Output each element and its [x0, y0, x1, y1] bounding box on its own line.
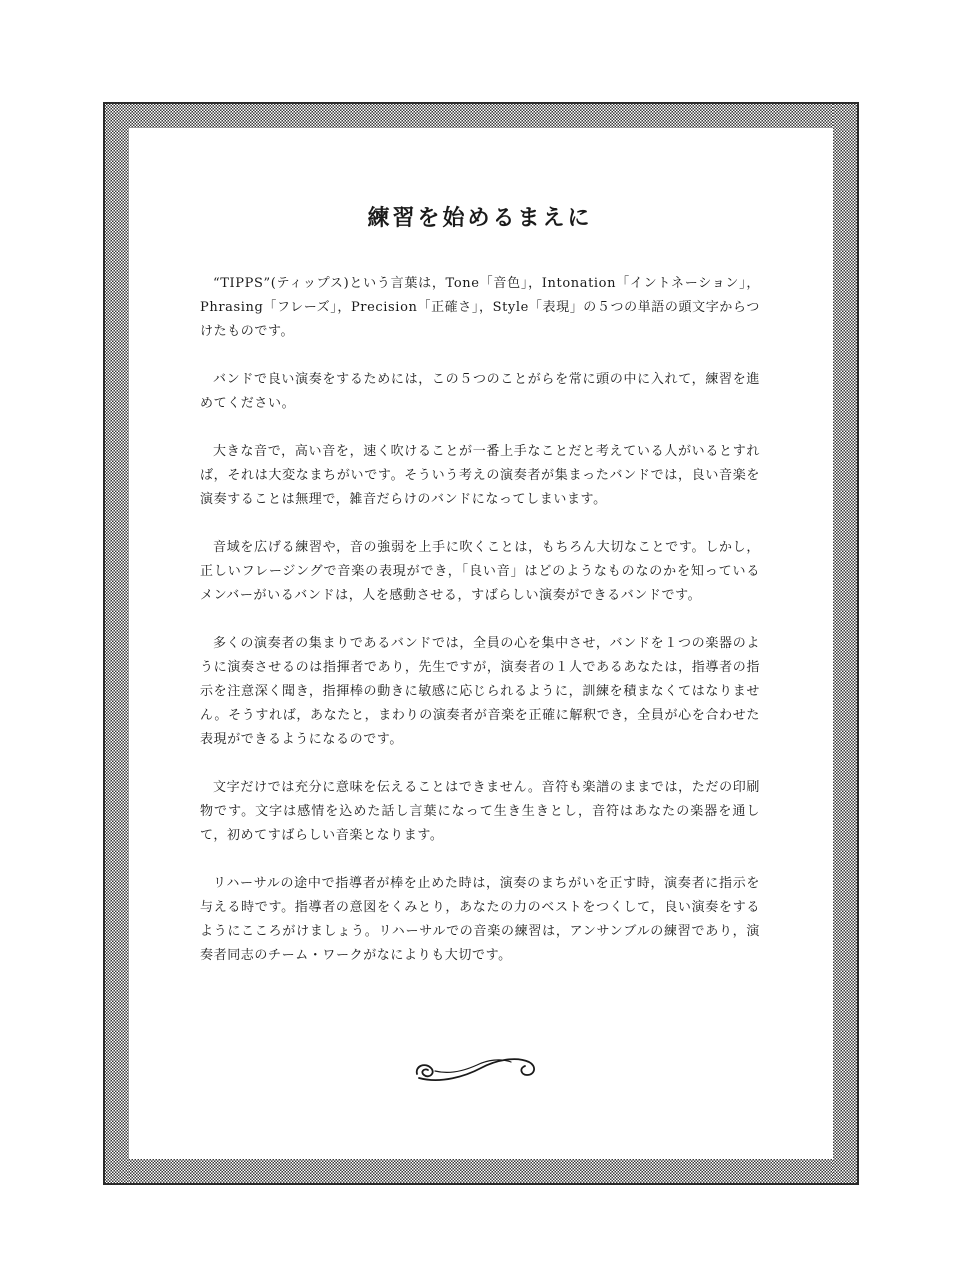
- border-line-bottom: [103, 1183, 859, 1185]
- paragraph-loud-high-fast: 大きな音で，高い音を，速く吹けることが一番上手なことだと考えている人がいるとすれば，それは大変なまちがいです。そういう考えの演奏者が集まったバンドでは，良い音楽を演奏することは無理で，雑音だらけのバンドになってしまいます。: [200, 444, 760, 507]
- page-title: 練習を始めるまえに: [367, 205, 593, 231]
- paragraph-conductor: 多くの演奏者の集まりであるバンドでは，全員の心を集中させ，バンドを１つの楽器のように演奏させるのは指揮者であり，先生ですが，演奏者の１人であるあなたは，指導者の指示を注意深く聞き，指揮棒の動きに敏感に応じられるように，訓練を積まなくてはなりません。そうすれば，あなたと，まわりの演奏者が音楽を正確に解釈でき，全員が心を合わせた表現ができるようになるのです。: [200, 636, 760, 747]
- border-line-left: [103, 102, 105, 1185]
- border-line-top: [103, 102, 859, 104]
- paragraph-tipps: “TIPPS”(ティップス)という言葉は，Tone「音色」，Intonation「イントネーション」，Phrasing「フレーズ」，Precision「正確さ」，Style「表現」の５つの単語の頭文字からつけたものです。: [200, 276, 760, 339]
- border-bottom: [103, 1159, 859, 1185]
- paragraph-rehearsal: リハーサルの途中で指導者が棒を止めた時は，演奏のまちがいを正す時，演奏者に指示を与える時です。指導者の意図をくみとり，あなたの力のベストをつくして，良い演奏をするようにこころがけましょう。リハーサルでの音楽の練習は，アンサンブルの練習であり，演奏者同志のチーム・ワークがなによりも大切です。: [200, 876, 760, 963]
- flourish-swirl-icon: [411, 1048, 541, 1088]
- border-right: [833, 102, 859, 1185]
- paragraph-notes-and-words: 文字だけでは充分に意味を伝えることはできません。音符も楽譜のままでは，ただの印刷物です。文字は感情を込めた話し言葉になって生き生きとし，音符はあなたの楽器を通して，初めてすばらしい音楽となります。: [200, 780, 760, 843]
- paragraph-range-dynamics: 音域を広げる練習や，音の強弱を上手に吹くことは，もちろん大切なことです。しかし，正しいフレージングで音楽の表現ができ，「良い音」はどのようなものなのかを知っているメンバーがいるバンドは，人を感動させる，すばらしい演奏ができるバンドです。: [200, 540, 760, 603]
- border-top: [103, 102, 859, 128]
- page-content: [200, 198, 760, 992]
- border-line-right: [857, 102, 859, 1185]
- border-left: [103, 102, 129, 1185]
- paragraph-practice: バンドで良い演奏をするためには，この５つのことがらを常に頭の中に入れて，練習を進めてください。: [200, 372, 760, 411]
